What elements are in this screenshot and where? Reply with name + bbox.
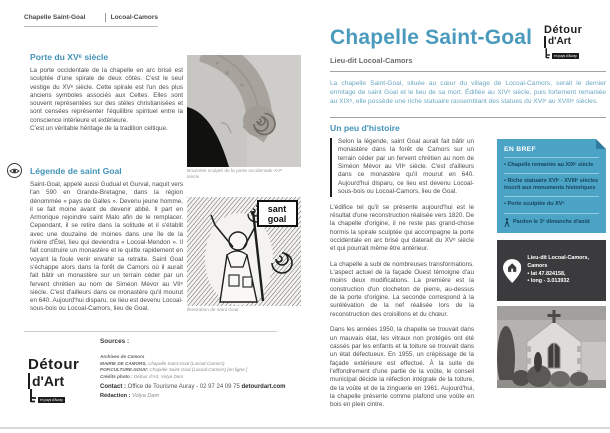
location-name: Lieu-dit Locoal-Camors, Camors (527, 254, 590, 269)
sources-label: Sources : (100, 338, 130, 345)
eye-icon (7, 163, 22, 178)
intro-paragraph: La chapelle Saint-Goal, située au cœur du village de Locoal-Camors, serait le dernier ermitage de saint Goal et le lieu de sa mort. Édifiée au XIVᵉ siècle, puis fortement remaniée au XIXᵉ, elle possède une riche statuaire rassemblant des statues du XVIᵉ au XVIIIᵉ siècles. (330, 80, 606, 106)
map-pin-icon (503, 257, 521, 285)
enbref-box (497, 139, 606, 233)
enbref-title: EN BREF (504, 146, 536, 153)
folded-corner (596, 139, 606, 149)
source-credits-photo: Crédits photo : Détour d'Art, Volya Dam (100, 373, 184, 379)
section-porte-title: Porte du XVᵉ siècle (30, 52, 109, 62)
section-porte-body (30, 67, 183, 133)
page-subtitle: Lieu-dit Locoal-Camors (330, 56, 413, 65)
logo-text-dart: d'Art (548, 36, 571, 47)
santgoal-box-line2: goal (267, 214, 287, 224)
website-link[interactable]: detourdart.com (241, 383, 286, 390)
saint-goal-illustration (187, 197, 301, 306)
enbref-item: • Riche statuaire XVIᵉ - XVIIIᵉ siècles inscrit aux monuments historiques (504, 178, 599, 192)
intro-rule (330, 117, 606, 118)
logo-tagline: en pays d'Auray (554, 54, 577, 58)
logo-bar (28, 373, 30, 389)
source-archives: Archives de Camors (100, 354, 145, 359)
location-lat: • lat 47.824158, (527, 270, 566, 277)
section-legende-title: Légende de saint Goal (30, 166, 122, 176)
logo-bar (544, 36, 546, 48)
breadcrumb-title: Chapelle Saint-Goal (24, 14, 86, 21)
enbref-item: • Chapelle remaniée au XIXᵉ siècle (504, 162, 594, 168)
logo-tagline: en pays d'Auray (40, 398, 63, 402)
detour-dart-logo-left (28, 356, 79, 403)
logo-text-detour: Détour (28, 356, 80, 373)
legende-paragraph: Saint-Goal, appelé aussi Gudual et Gurval, naquit vers l'an 590 en Grande-Bretagne, dans la région dénommée « pays de Galles ». Devenu jeune homme, il se fait moine avant de devenir abbé. Il part en Armorique rejoindre saint Malo afin de le remplacer. Cependant, il se retire dans la solitude et il s'établit avec une douzaine de moines dans une île de la rivière d'Étel, lieu qui deviendra « Locoal-Mendon ». Il fait construire un monastère et le quitte rapidement en voyant la foule venir envahir sa retraite. Saint Goal s'échappe alors dans la forêt de Camors où il aurait fait bâtir un monastère sur un terrain céder par un fervent chrétien au nom de Siméon Mévor au VIIᵉ siècle. C'est d'ailleurs dans ce monastère qu'il mourut en 640. Aujourd'hui disparu, ce lieu est devenu Locoal-sous-bois ou Locoal-Camors, lieu de Goal. (30, 181, 183, 313)
enbref-separator (504, 196, 599, 197)
source-popculture: POP.CULTURE.GOUV: Chapelle Saint-Goal (Locoal-Camors) [en ligne ] (100, 367, 248, 373)
breadcrumb-location: Locoal-Camors (110, 14, 158, 21)
history-paragraph-2: L'édifice tel qu'il se présente aujourd'hui est le résultat d'une reconstruction réalisée vers 1820. De la chapelle d'origine, il ne reste pas grand-chose hormis la spirale sculptée qui accompagne la porte occidentale en arc brisé qui daterait du XVᵉ siècle et qui pourrait même être antérieur. (330, 203, 474, 253)
bottom-edge-rule (0, 427, 610, 429)
page-title: Chapelle Saint-Goal (330, 26, 533, 49)
key-icon (28, 389, 36, 403)
sources-divider (24, 331, 277, 332)
saint-goal-illustration-graphic (187, 197, 301, 306)
contact-line: Contact : Office de Tourisme Auray - 02 97 24 09 75 detourdart.com (100, 383, 286, 390)
pardon-text: Pardon le 3ᵉ dimanche d'août (513, 219, 590, 226)
location-text (527, 255, 600, 286)
arch-spiral-photo-graphic (187, 55, 301, 167)
santgoal-box-line1: sant (267, 204, 287, 214)
section-legende-body (30, 181, 183, 314)
pardon-row (504, 218, 599, 227)
enbref-separator (504, 157, 599, 158)
redaction-line: Rédaction : Volya Dam (100, 392, 160, 399)
walker-icon (504, 218, 510, 227)
detour-dart-logo-right (544, 24, 582, 59)
enbref-separator (504, 213, 599, 214)
enbref-item: • Porte sculptée du XVᵉ (504, 201, 565, 208)
chapel-photo (497, 306, 606, 388)
logo-text-detour: Détour (544, 24, 583, 36)
history-paragraph-1: Selon la légende, saint Goal aurait fait bâtir un monastère dans la forêt de Camors sur un terrain céder par un fervent chrétien au nom de Siméon Mévor au VIIᵉ siècle. C'est d'ailleurs dans ce monastère qu'il mourut en 640. Aujourd'hui disparu, ce lieu est devenu Locoal-sous-bois ou Locoal-Camors, lieu de Goal. (330, 138, 474, 197)
arch-photo-caption: Bourrelet sculpté de la porte occidentale XVᵉ siècle (187, 169, 283, 181)
history-paragraph-3: La chapelle a subi de nombreuses transformations. L'aspect actuel de la façade Ouest témoigne d'au moins deux modifications. La première est la construction d'un clocheton de pierre, au-dessus de la porte d'origine. La seconde correspond à la surélévation de la nef réalisée lors de la reconstruction des croisillons et du chœur. (330, 260, 474, 318)
porte-paragraph-1: La porte occidentale de la chapelle en arc brisé est sculptée d'une spirale de deux côtés. C'est le seul vestige du XVᵉ siècle. Cette spirale est l'un des plus anciens symboles associés aux Celtes. Elles sont souvent représentées sur des stèles christianisées et sont censées représenter l'équilibre spirituel entre la conscience intérieure et extérieure. (30, 67, 183, 124)
history-column (330, 138, 474, 417)
breadcrumb-divider (105, 13, 106, 22)
breadcrumb (24, 13, 158, 27)
arch-spiral-photo (187, 55, 301, 167)
chapel-photo-graphic (497, 306, 606, 388)
illustration-caption: Illustration de saint Goal (187, 308, 239, 313)
enbref-separator (504, 173, 599, 174)
header-rule (330, 71, 606, 72)
source-mairie: MAIRIE DE CAMORS, Chapelle Saint-Goal (Locoal-Camors) (100, 360, 225, 366)
key-icon (544, 48, 550, 59)
porte-paragraph-2: C'est un véritable héritage de la tradition celtique. (30, 125, 168, 133)
history-title: Un peu d'histoire (330, 123, 400, 133)
sources-block (100, 338, 300, 400)
location-box (497, 240, 606, 301)
history-paragraph-4: Dans les années 1950, la chapelle se trouvait dans un mauvais état, les vitraux non protégés ont été cassés par les enfants et la toiture se trouvait dans un état défectueux. En 1955, un crépissage de la façade extérieure est effectué. À la suite de l'effondrement d'une partie de la voûte, le conseil municipal décide la réfection intégrale de la toiture, de la voûte et de la zinguerie en 1961. Aujourd'hui, la chapelle présente comme plafond une voûte en bois en plein cintre. (330, 326, 474, 409)
logo-text-dart: d'Art (32, 373, 65, 389)
location-long: • long - 3.013932 (527, 278, 570, 285)
